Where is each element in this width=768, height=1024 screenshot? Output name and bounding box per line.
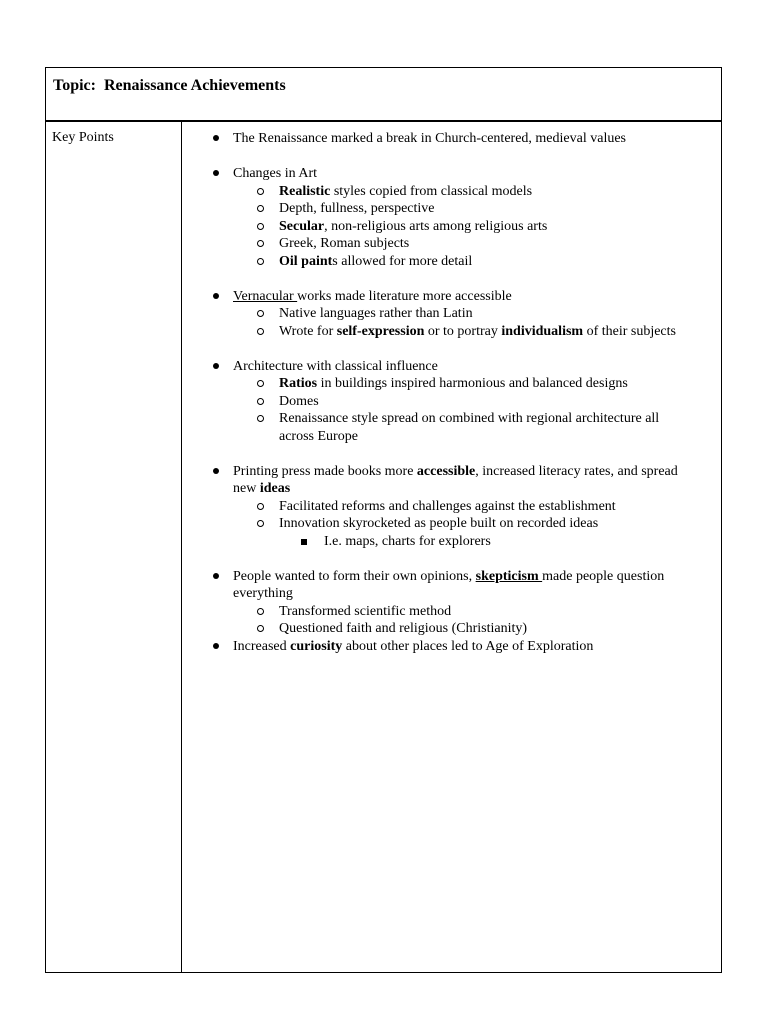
bullet-circle-icon: [257, 240, 264, 247]
bullet-dot-icon: [213, 363, 219, 369]
bullet-circle-icon: [257, 520, 264, 527]
bullet-circle-icon: [257, 415, 264, 422]
bullet-list: [233, 130, 713, 673]
bullet-dot-icon: [213, 170, 219, 176]
notes-table: [45, 67, 722, 973]
list-item: Changes in Art Realistic styles copied from classical models Depth, fullness, perspective Secular, non-religious arts among religious arts Greek, Roman subjects Oil paints allowed for more detail: [233, 165, 713, 270]
bullet-square-icon: [301, 539, 307, 545]
bullet-circle-icon: [257, 188, 264, 195]
bullet-circle-icon: [257, 258, 264, 265]
list-item: Architecture with classical influence Ratios in buildings inspired harmonious and balanced designs Domes Renaissance style spread on combined with regional architecture all across Europe: [233, 358, 713, 446]
bullet-dot-icon: [213, 573, 219, 579]
key-points-label: Key Points: [52, 130, 114, 145]
list-item: Vernacular works made literature more accessible Native languages rather than Latin Wrote for self-expression or to portray individualism of their subjects: [233, 288, 713, 341]
bullet-circle-icon: [257, 503, 264, 510]
title-row: [46, 68, 721, 122]
bullet-circle-icon: [257, 398, 264, 405]
left-column: [46, 122, 182, 972]
bullet-dot-icon: [213, 643, 219, 649]
bullet-circle-icon: [257, 608, 264, 615]
list-item: The Renaissance marked a break in Church-centered, medieval values: [233, 130, 713, 148]
right-column: [182, 122, 721, 972]
bullet-circle-icon: [257, 310, 264, 317]
list-item: People wanted to form their own opinions, skepticism made people question everything Transformed scientific method Questioned faith and religious (Christianity): [233, 568, 713, 638]
bullet-dot-icon: [213, 135, 219, 141]
bullet-circle-icon: [257, 205, 264, 212]
list-item: Increased curiosity about other places led to Age of Exploration: [233, 638, 713, 656]
bullet-circle-icon: [257, 328, 264, 335]
list-item: Printing press made books more accessible, increased literacy rates, and spread new ideas Facilitated reforms and challenges against the establishment Innovation skyrocketed as people built on recorded ideas I.e. maps, charts for explorers: [233, 463, 713, 551]
bullet-circle-icon: [257, 625, 264, 632]
bullet-dot-icon: [213, 468, 219, 474]
bullet-dot-icon: [213, 293, 219, 299]
bullet-circle-icon: [257, 380, 264, 387]
page-title: Topic: Renaissance Achievements: [53, 77, 286, 94]
bullet-circle-icon: [257, 223, 264, 230]
